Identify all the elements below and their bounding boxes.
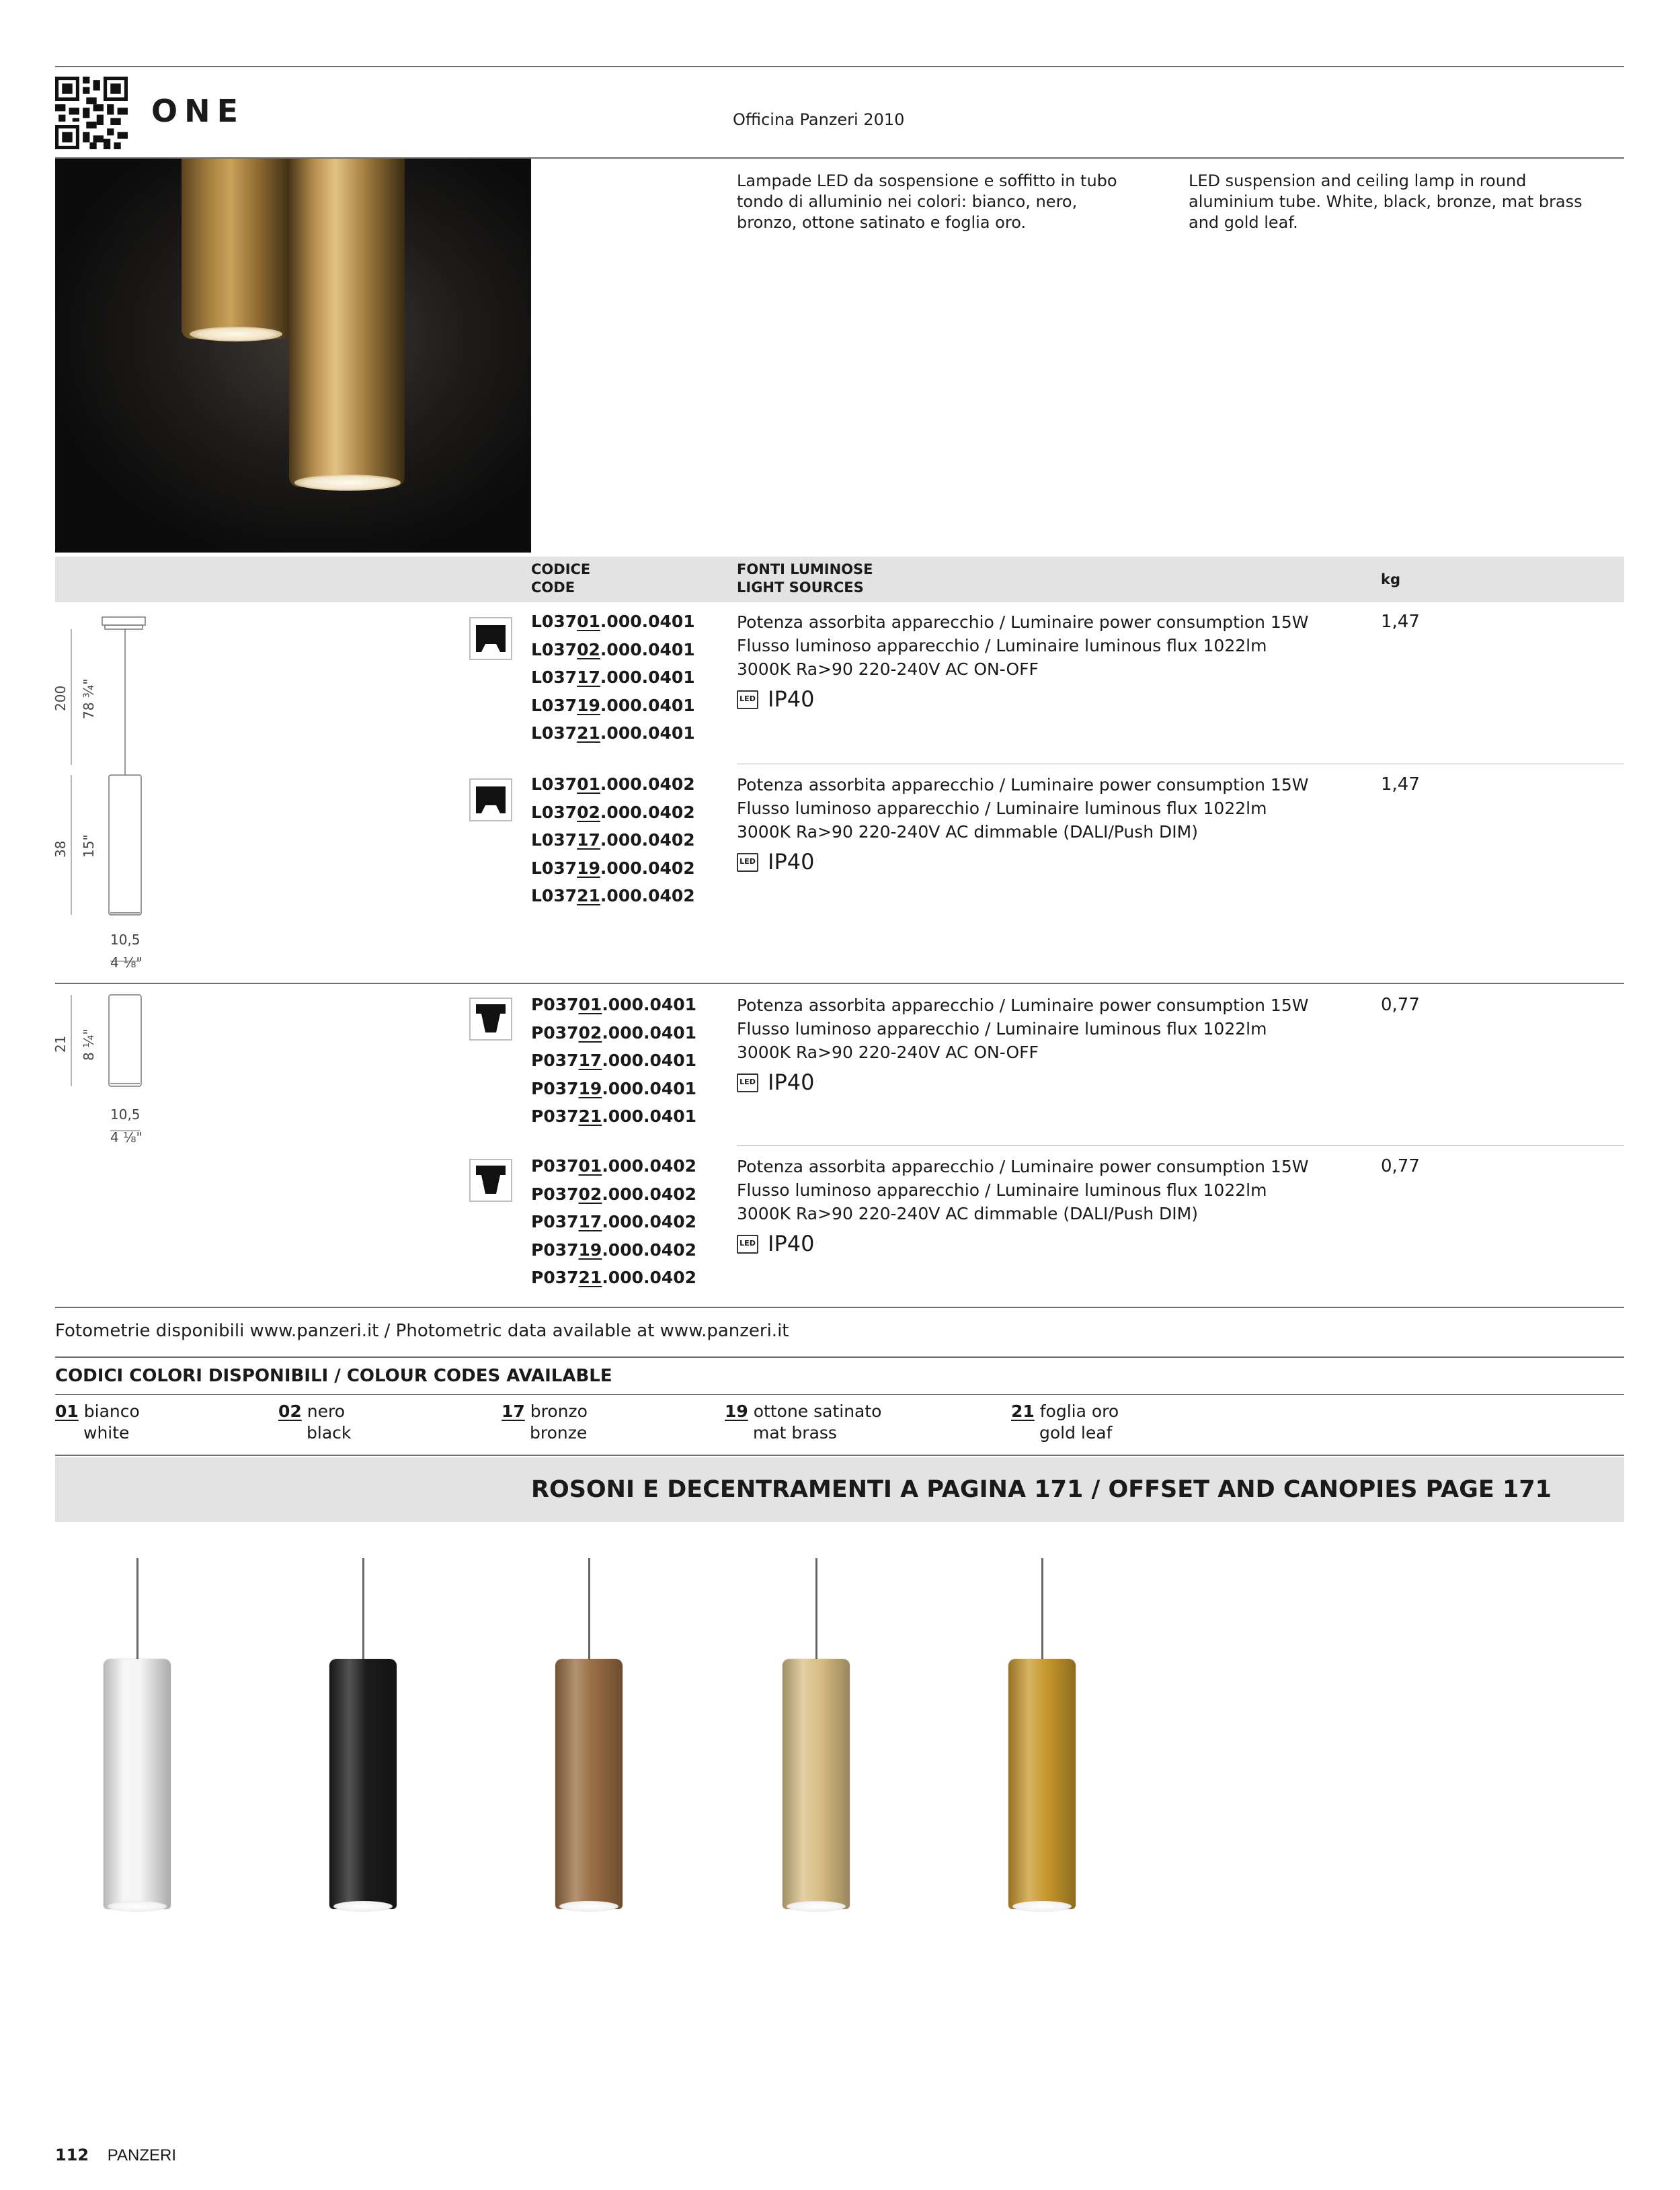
colour-name-en: black bbox=[307, 1423, 352, 1443]
product-code: L03701.000.0402 bbox=[531, 774, 695, 794]
section-rule bbox=[55, 983, 1624, 984]
product-code: L03721.000.0401 bbox=[531, 723, 695, 743]
product-code: P03717.000.0402 bbox=[531, 1212, 697, 1231]
product-code: L03717.000.0401 bbox=[531, 667, 695, 687]
pendant-symbol-icon bbox=[469, 778, 512, 821]
colour-code-mat-brass bbox=[725, 1401, 881, 1444]
product-code: P03701.000.0402 bbox=[531, 1156, 697, 1176]
canopies-banner-text: ROSONI E DECENTRAMENTI A PAGINA 171 / OFFSET AND CANOPIES PAGE 171 bbox=[531, 1476, 1552, 1503]
row2-specs bbox=[737, 773, 1342, 874]
colour-codes-title: CODICI COLORI DISPONIBILI / COLOUR CODES AVAILABLE bbox=[55, 1366, 612, 1386]
colour-code-bronze bbox=[502, 1401, 588, 1444]
row4-ip-rating: IP40 bbox=[768, 1231, 815, 1256]
variant-light bbox=[559, 1901, 618, 1912]
led-icon: LED bbox=[737, 1073, 758, 1092]
product-code: P03719.000.0402 bbox=[531, 1240, 697, 1260]
hero-lamp-lower-light bbox=[294, 475, 401, 491]
colour-name-en: white bbox=[83, 1423, 130, 1443]
row1-electrical: 3000K Ra>90 220-240V AC ON-OFF bbox=[737, 659, 1039, 679]
led-icon: LED bbox=[737, 690, 758, 709]
colour-code-number: 21 bbox=[1011, 1402, 1035, 1421]
variant-light bbox=[787, 1901, 846, 1912]
section-rule bbox=[55, 1394, 1624, 1395]
hero-photo bbox=[55, 159, 531, 553]
variant-lamp-02 bbox=[329, 1659, 397, 1909]
row2-power: Potenza assorbita apparecchio / Luminaire power consumption 15W bbox=[737, 775, 1309, 795]
row-divider bbox=[737, 1145, 1624, 1146]
product-code: L03719.000.0401 bbox=[531, 695, 695, 715]
product-code: L03719.000.0402 bbox=[531, 858, 695, 878]
colour-name-en: gold leaf bbox=[1039, 1423, 1113, 1443]
row2-ip-rating: IP40 bbox=[768, 849, 815, 875]
colour-name-en: bronze bbox=[530, 1423, 588, 1443]
ceiling-height-mm: 21 bbox=[52, 1035, 69, 1053]
variant-light bbox=[333, 1901, 393, 1912]
row1-specs bbox=[737, 610, 1342, 711]
row3-specs bbox=[737, 993, 1342, 1094]
colour-variants bbox=[0, 1558, 1680, 1935]
product-code: P03702.000.0401 bbox=[531, 1022, 697, 1043]
product-code: L03702.000.0402 bbox=[531, 802, 695, 822]
ceiling-dia-mm: 10,5 bbox=[110, 1106, 141, 1123]
colour-name-en: mat brass bbox=[753, 1423, 837, 1443]
code-header-en: CODE bbox=[531, 579, 575, 596]
description-italian: Lampade LED da sospensione e soffitto in tubo tondo di alluminio nei colori: bianco, nero, bronzo, ottone satinato e foglia oro. bbox=[737, 171, 1117, 232]
variant-cable bbox=[1041, 1558, 1043, 1660]
variant-cable bbox=[815, 1558, 817, 1660]
ceiling-height-in: 8 ¼" bbox=[81, 1028, 97, 1061]
colour-name-it: ottone satinato bbox=[753, 1402, 882, 1421]
pendant-body-mm: 38 bbox=[52, 840, 69, 858]
variant-lamp-01 bbox=[104, 1659, 171, 1909]
pendant-cable-in: 78 ¾" bbox=[81, 678, 97, 719]
sources-column-header bbox=[737, 561, 873, 597]
led-icon: LED bbox=[737, 853, 758, 872]
variant-lamp-19 bbox=[783, 1659, 850, 1909]
row4-flux: Flusso luminoso apparecchio / Luminaire luminous flux 1022lm bbox=[737, 1180, 1267, 1200]
ceiling-symbol-icon bbox=[469, 998, 512, 1041]
sources-header-en: LIGHT SOURCES bbox=[737, 579, 864, 596]
variant-lamp-21 bbox=[1008, 1659, 1076, 1909]
product-code: L03702.000.0401 bbox=[531, 639, 695, 659]
product-title: ONE bbox=[151, 93, 245, 129]
row3-flux: Flusso luminoso apparecchio / Luminaire luminous flux 1022lm bbox=[737, 1019, 1267, 1039]
brand-name: PANZERI bbox=[107, 2146, 176, 2164]
designer-credit: Officina Panzeri 2010 bbox=[733, 110, 905, 129]
colour-name-it: bronzo bbox=[530, 1402, 588, 1421]
product-code: L03721.000.0402 bbox=[531, 886, 695, 905]
row4-codes bbox=[531, 1152, 696, 1292]
row1-ip-rating: IP40 bbox=[768, 686, 815, 712]
row4-power: Potenza assorbita apparecchio / Luminaire power consumption 15W bbox=[737, 1157, 1309, 1176]
colour-code-white bbox=[55, 1401, 140, 1444]
row2-codes bbox=[531, 770, 695, 910]
page-number: 112 bbox=[55, 2146, 89, 2164]
row1-weight: 1,47 bbox=[1381, 612, 1420, 632]
product-code: P03721.000.0401 bbox=[531, 1106, 697, 1126]
kg-column-header: kg bbox=[1381, 571, 1400, 587]
row1-codes bbox=[531, 608, 695, 747]
row2-electrical: 3000K Ra>90 220-240V AC dimmable (DALI/Push DIM) bbox=[737, 822, 1198, 842]
led-icon: LED bbox=[737, 1235, 758, 1254]
sources-header-it: FONTI LUMINOSE bbox=[737, 561, 873, 577]
product-code: P03721.000.0402 bbox=[531, 1268, 697, 1287]
row4-specs bbox=[737, 1155, 1342, 1256]
colour-code-black bbox=[278, 1401, 351, 1444]
variant-cable bbox=[588, 1558, 590, 1660]
row3-power: Potenza assorbita apparecchio / Luminaire power consumption 15W bbox=[737, 996, 1309, 1015]
hero-lamp-upper-light bbox=[190, 327, 282, 341]
product-code: P03717.000.0401 bbox=[531, 1051, 697, 1070]
variant-cable bbox=[136, 1558, 138, 1660]
colour-code-number: 02 bbox=[278, 1402, 302, 1421]
photometric-note: Fotometrie disponibili www.panzeri.it / Photometric data available at www.panzeri.it bbox=[55, 1321, 789, 1341]
row2-weight: 1,47 bbox=[1381, 774, 1420, 795]
row3-weight: 0,77 bbox=[1381, 995, 1420, 1015]
colour-code-number: 19 bbox=[725, 1402, 748, 1421]
colour-name-it: foglia oro bbox=[1039, 1402, 1119, 1421]
colour-code-number: 17 bbox=[502, 1402, 525, 1421]
code-column-header bbox=[531, 561, 590, 597]
row2-flux: Flusso luminoso apparecchio / Luminaire luminous flux 1022lm bbox=[737, 799, 1267, 818]
variant-light bbox=[108, 1901, 167, 1912]
section-rule bbox=[55, 1356, 1624, 1358]
hero-lamp-upper bbox=[182, 159, 290, 339]
code-header-it: CODICE bbox=[531, 561, 591, 577]
product-code: P03719.000.0401 bbox=[531, 1078, 697, 1098]
colour-code-number: 01 bbox=[55, 1402, 79, 1421]
pendant-body-in: 15" bbox=[81, 834, 97, 858]
row4-electrical: 3000K Ra>90 220-240V AC dimmable (DALI/Push DIM) bbox=[737, 1204, 1198, 1223]
section-rule bbox=[55, 1307, 1624, 1308]
description-english: LED suspension and ceiling lamp in round aluminium tube. White, black, bronze, mat brass and gold leaf. bbox=[1189, 171, 1583, 232]
ceiling-symbol-icon bbox=[469, 1159, 512, 1202]
ceiling-dia-in: 4 ⅛" bbox=[110, 1129, 143, 1145]
colour-code-gold-leaf bbox=[1011, 1401, 1119, 1444]
colour-name-it: bianco bbox=[83, 1402, 140, 1421]
pendant-dimension-drawing bbox=[40, 610, 188, 973]
pendant-symbol-icon bbox=[469, 617, 512, 660]
row3-electrical: 3000K Ra>90 220-240V AC ON-OFF bbox=[737, 1043, 1039, 1062]
row4-weight: 0,77 bbox=[1381, 1156, 1420, 1176]
row3-codes bbox=[531, 991, 696, 1131]
product-code: P03701.000.0401 bbox=[531, 995, 697, 1014]
product-code: P03702.000.0402 bbox=[531, 1184, 697, 1204]
pendant-dia-mm: 10,5 bbox=[110, 932, 141, 948]
variant-cable bbox=[362, 1558, 364, 1660]
colour-name-it: nero bbox=[307, 1402, 345, 1421]
qr-code-icon bbox=[55, 77, 128, 149]
top-rule bbox=[55, 66, 1624, 67]
variant-lamp-17 bbox=[555, 1659, 623, 1909]
product-code: L03717.000.0402 bbox=[531, 830, 695, 850]
product-code: L03701.000.0401 bbox=[531, 612, 695, 631]
pendant-cable-mm: 200 bbox=[52, 685, 69, 711]
section-rule bbox=[55, 1455, 1624, 1456]
row1-flux: Flusso luminoso apparecchio / Luminaire luminous flux 1022lm bbox=[737, 636, 1267, 655]
pendant-dia-in: 4 ⅛" bbox=[110, 955, 143, 971]
row3-ip-rating: IP40 bbox=[768, 1069, 815, 1095]
footer bbox=[55, 2146, 176, 2165]
row1-power: Potenza assorbita apparecchio / Luminaire power consumption 15W bbox=[737, 612, 1309, 632]
hero-lamp-lower bbox=[289, 159, 405, 487]
variant-light bbox=[1012, 1901, 1072, 1912]
